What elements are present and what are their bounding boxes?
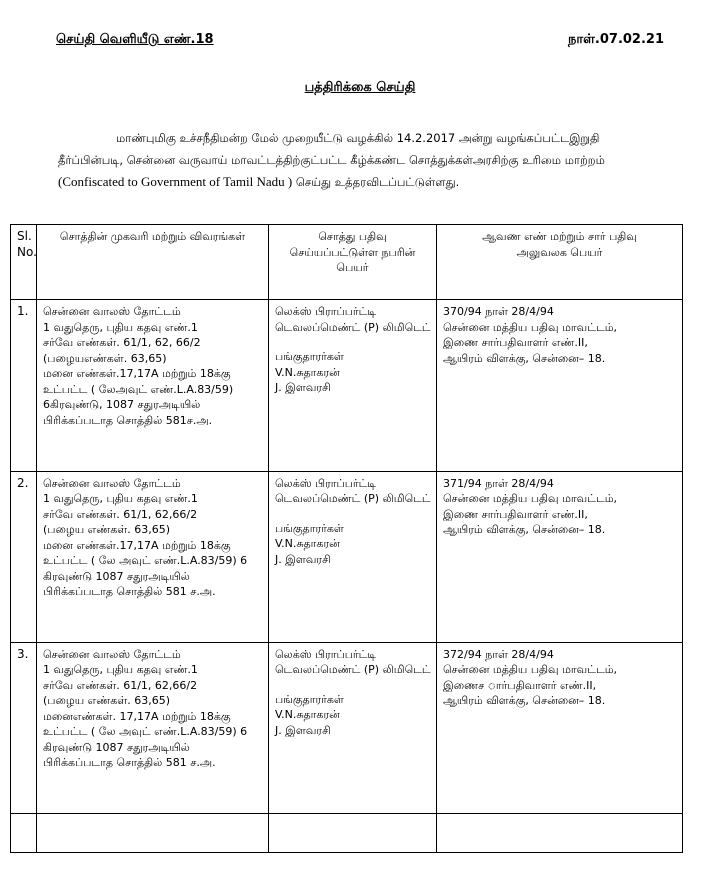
press-release-number: செய்தி வெளியீடு எண்.18 <box>56 32 214 47</box>
document-cell <box>437 642 683 813</box>
document-line: ஆயிரம் விளக்கு, சென்னை– 18. <box>443 694 606 708</box>
partner-line: V.N.சுதாகரன் <box>275 708 340 722</box>
owner-company-line: லெக்ஸ் பிராப்பர்ட்டி <box>275 305 377 319</box>
document-line: 371/94 நாள் 28/4/94 <box>443 476 554 490</box>
intro-paragraph <box>58 128 658 194</box>
document-line: இணை சார்பதிவாளர் எண்.II, <box>443 336 588 350</box>
document-cell <box>437 471 683 642</box>
address-line: (பழைய எண்கள். 63,65) <box>43 694 170 708</box>
document-title: பத்திரிக்கை செய்தி <box>304 80 416 95</box>
release-date: நாள்.07.02.21 <box>568 32 664 47</box>
address-line: மனை எண்கள்.17,17A மற்றும் 18க்கு <box>43 367 231 381</box>
document-line: சென்னை மத்திய பதிவு மாவட்டம், <box>443 663 618 677</box>
document-line: ஆயிரம் விளக்கு, சென்னை– 18. <box>443 351 606 365</box>
address-line: பிரிக்கப்படாத சொத்தில் 581 ச.அ. <box>43 756 216 770</box>
partner-line: J. இளவரசி <box>275 723 331 737</box>
address-line: பிரிக்கப்படாத சொத்தில் 581 ச.அ. <box>43 585 216 599</box>
address-line: சர்வே எண்கள். 61/1, 62,66/2 <box>43 678 198 692</box>
document-header <box>56 28 664 52</box>
address-cell <box>37 471 269 642</box>
owner-cell <box>269 300 437 471</box>
address-cell <box>37 642 269 813</box>
intro-line-1: மாண்புமிகு உச்சநீதிமன்ற மேல் முறையீட்டு வழக்கில் 14.2.2017 அன்று வழங்கப்பட்டஇறுதி <box>116 131 600 145</box>
sl-no: 1. <box>17 304 29 319</box>
address-line: சென்னை வாலஸ் தோட்டம் <box>43 476 181 490</box>
document-cell <box>437 300 683 471</box>
partner-line: பங்குதாரர்கள் <box>275 350 344 364</box>
document-line: 372/94 நாள் 28/4/94 <box>443 647 554 661</box>
document-line: 370/94 நாள் 28/4/94 <box>443 305 554 319</box>
document-line: சென்னை மத்திய பதிவு மாவட்டம், <box>443 492 618 506</box>
address-line: 6கிரவுண்டு, 1087 சதுரஅடியில் <box>43 398 201 412</box>
partner-line: J. இளவரசி <box>275 552 331 566</box>
header-sl-no: Sl. No. <box>11 225 37 300</box>
address-line: 1 வதுதெரு, புதிய கதவு எண்.1 <box>43 320 198 334</box>
document-line: ஆயிரம் விளக்கு, சென்னை– 18. <box>443 523 606 537</box>
owner-cell <box>269 471 437 642</box>
address-line: பிரிக்கப்படாத சொத்தில் 581ச.அ. <box>43 413 213 427</box>
sl-no: 2. <box>17 475 29 490</box>
address-line: சர்வே எண்கள். 61/1, 62,66/2 <box>43 507 198 521</box>
table-empty-row <box>11 814 683 853</box>
table-row <box>11 471 683 642</box>
document-line: சென்னை மத்திய பதிவு மாவட்டம், <box>443 320 618 334</box>
owner-cell <box>269 642 437 813</box>
address-line: கிரவுண்டு 1087 சதுரஅடியில் <box>43 740 190 754</box>
address-line: 1 வதுதெரு, புதிய கதவு எண்.1 <box>43 492 198 506</box>
owner-company-line: டெவலப்மெண்ட் (P) லிமிடெட் <box>275 320 431 334</box>
intro-english-phrase: (Confiscated to Government of Tamil Nadu ) <box>58 174 293 189</box>
intro-line-2: தீர்ப்பின்படி, சென்னை வருவாய் மாவட்டத்திற்குட்பட்ட கீழ்க்கண்ட சொத்துக்கள்அரசிற்கு உரிமை மாற்றம் <box>58 152 605 167</box>
spacer <box>275 507 430 521</box>
address-line: உட்பட்ட ( லே அவுட் எண்.L.A.83/59) 6 <box>43 554 248 568</box>
partner-line: V.N.சுதாகரன் <box>275 365 340 379</box>
address-line: (பழையஎண்கள். 63,65) <box>43 351 167 365</box>
spacer <box>275 678 430 692</box>
sl-no: 3. <box>17 646 29 661</box>
partner-line: பங்குதாரர்கள் <box>275 692 344 706</box>
owner-company-line: லெக்ஸ் பிராப்பர்ட்டி <box>275 647 377 661</box>
header-owner: சொத்து பதிவு செய்யப்பட்டுள்ள நபரின் பெயர் <box>269 225 437 300</box>
address-line: சென்னை வாலஸ் தோட்டம் <box>43 647 181 661</box>
address-line: சென்னை வாலஸ் தோட்டம் <box>43 305 181 319</box>
address-line: சர்வே எண்கள். 61/1, 62, 66/2 <box>43 336 201 350</box>
address-line: உட்பட்ட ( லேஅவுட் எண்.L.A.83/59) <box>43 382 234 396</box>
sl-no-cell <box>11 300 37 471</box>
header-address: சொத்தின் முகவரி மற்றும் விவரங்கள் <box>37 225 269 300</box>
owner-company-line: டெவலப்மெண்ட் (P) லிமிடெட் <box>275 663 431 677</box>
owner-company-line: லெக்ஸ் பிராப்பர்ட்டி <box>275 476 377 490</box>
document-line: இணை சார்பதிவாளர் எண்.II, <box>443 507 588 521</box>
sl-no-cell <box>11 471 37 642</box>
header-document: ஆவண எண் மற்றும் சார் பதிவு அலுவலக பெயர் <box>437 225 683 300</box>
table-row <box>11 300 683 471</box>
address-line: (பழைய எண்கள். 63,65) <box>43 523 170 537</box>
sl-no-cell <box>11 642 37 813</box>
address-line: உட்பட்ட ( லே அவுட் எண்.L.A.83/59) 6 <box>43 725 248 739</box>
table-row <box>11 642 683 813</box>
owner-company-line: டெவலப்மெண்ட் (P) லிமிடெட் <box>275 492 431 506</box>
address-line: கிரவுண்டு 1087 சதுரஅடியில் <box>43 569 190 583</box>
spacer <box>275 335 430 349</box>
intro-line-3 <box>58 171 658 194</box>
intro-line-3-tamil: செய்து உத்தரவிடப்பட்டுள்ளது. <box>292 175 460 189</box>
document-line: இணைச ார்பதிவாளர் எண்.II, <box>443 678 597 692</box>
property-table <box>10 224 683 853</box>
table-header-row <box>11 225 683 300</box>
address-cell <box>37 300 269 471</box>
address-line: 1 வதுதெரு, புதிய கதவு எண்.1 <box>43 663 198 677</box>
address-line: மனை எண்கள்.17,17A மற்றும் 18க்கு <box>43 538 231 552</box>
partner-line: J. இளவரசி <box>275 381 331 395</box>
partner-line: V.N.சுதாகரன் <box>275 537 340 551</box>
address-line: மனைஎண்கள். 17,17A மற்றும் 18க்கு <box>43 709 231 723</box>
partner-line: பங்குதாரர்கள் <box>275 521 344 535</box>
